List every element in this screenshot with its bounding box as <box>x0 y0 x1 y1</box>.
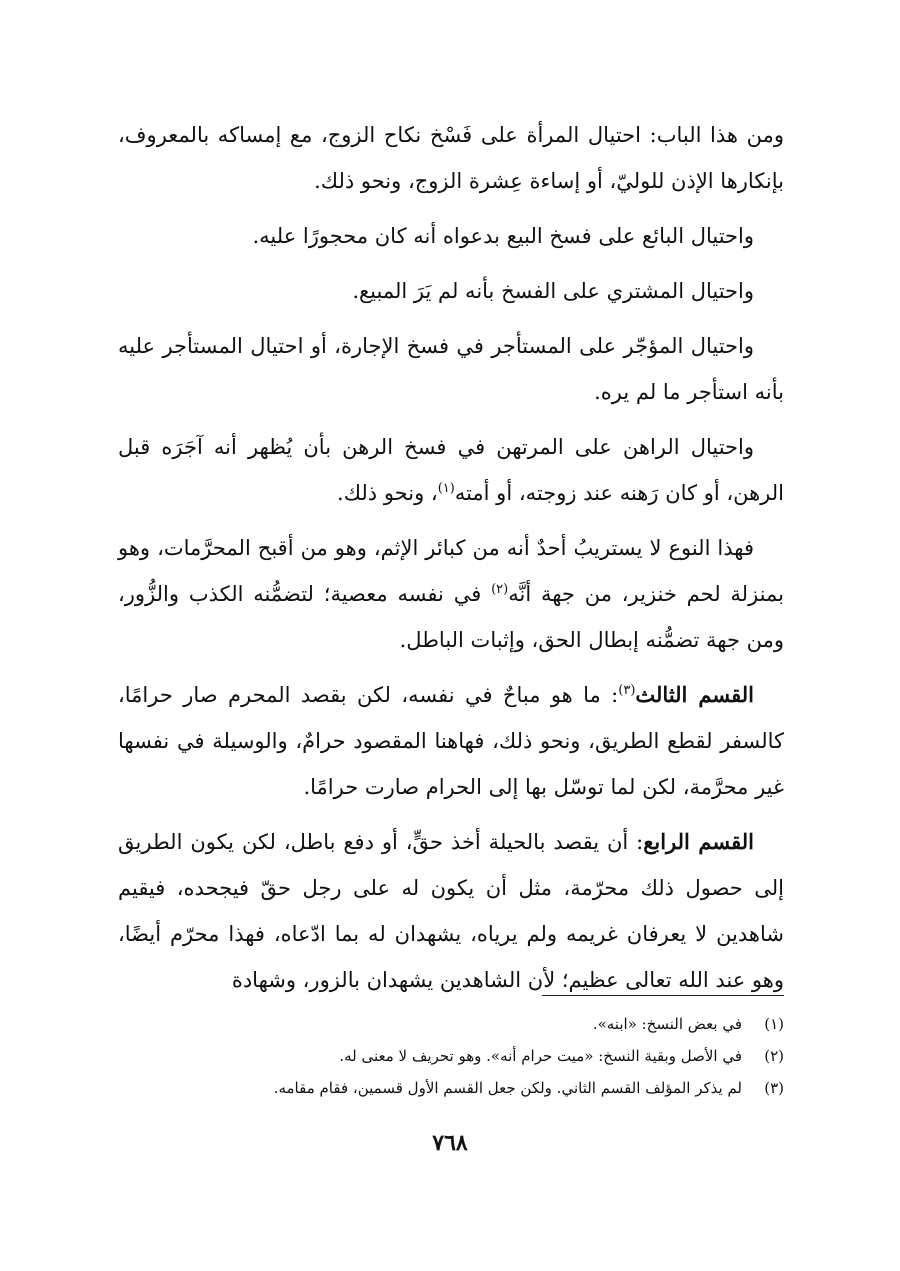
paragraph-5 <box>118 424 784 516</box>
footnote-text: في بعض النسخ: «ابنه». <box>592 1015 742 1033</box>
paragraph-text: ومن هذا الباب: احتيال المرأة على فَسْخ نكاح الزوج، مع إمساكه بالمعروف، بإنكارها الإذن للوليّ، أو إساءة عِشرة الزوج، ونحو ذلك. <box>118 123 784 193</box>
paragraph-text: واحتيال البائع على فسخ البيع بدعواه أنه كان محجورًا عليه. <box>252 224 754 248</box>
page-body <box>118 112 784 1012</box>
page-number: ٧٦٨ <box>432 1130 468 1156</box>
footnote-separator <box>542 995 784 996</box>
paragraph-text: ، ونحو ذلك. <box>337 481 438 505</box>
footnote-number: (٣) <box>764 1079 784 1097</box>
paragraph-text: واحتيال المؤجّر على المستأجر في فسخ الإجارة، أو احتيال المستأجر عليه بأنه استأجر ما لم يره. <box>118 334 784 404</box>
footnote-number: (١) <box>764 1015 784 1033</box>
footnote-number: (٢) <box>764 1047 784 1065</box>
footnote-text: لم يذكر المؤلف القسم الثاني. ولكن جعل القسم الأول قسمين، فقام مقامه. <box>273 1079 742 1097</box>
footnote-1 <box>118 1008 784 1040</box>
footnote-ref-3[interactable]: (٣) <box>618 683 636 698</box>
paragraph-8 <box>118 819 784 1003</box>
paragraph-3 <box>118 268 784 314</box>
paragraph-4 <box>118 323 784 415</box>
section-heading-third: القسم الثالث <box>635 682 754 707</box>
paragraph-text: فهذا النوع لا يستريبُ أحدٌ أنه من كبائر الإثم، وهو من أقبح المحرَّمات، وهو بمنزلة لحم خنزير، من جهة أنَّه <box>118 536 784 606</box>
paragraph-text: : أن يقصد بالحيلة أخذ حقٍّ، أو دفع باطل، لكن يكون الطريق إلى حصول ذلك محرّمة، مثل أن يكون له على رجل حقّ فيجحده، فيقيم شاهدين لا يعرفان غريمه ولم يرياه، يشهدان له بما ادّعاه، فهذا محرّم أيضًا، وهو عند الله تعالى عظيم؛ لأن الشاهدين يشهدان بالزور، وشهادة <box>118 830 784 992</box>
paragraph-text: في نفسه معصية؛ لتضمُّنه الكذب والزُّور، ومن جهة تضمُّنه إبطال الحق، وإثبات الباطل. <box>118 582 784 652</box>
footnote-3 <box>118 1072 784 1104</box>
paragraph-2 <box>118 213 784 259</box>
paragraph-6 <box>118 525 784 663</box>
paragraph-text: : ما هو مباحٌ في نفسه، لكن بقصد المحرم صار حرامًا، كالسفر لقطع الطريق، ونحو ذلك، فهاهنا المقصود حرامٌ، والوسيلة في نفسها غير محرَّمة، لكن لما توسّل بها إلى الحرام صارت حرامًا. <box>118 683 784 799</box>
footnote-2 <box>118 1040 784 1072</box>
footnotes <box>118 1008 784 1104</box>
footnote-ref-1[interactable]: (١) <box>437 481 455 496</box>
footnote-text: في الأصل وبقية النسخ: «ميت حرام أنه». وهو تحريف لا معنى له. <box>339 1047 742 1065</box>
paragraph-text: واحتيال المشتري على الفسخ بأنه لم يَرَ المبيع. <box>352 279 754 303</box>
footnote-ref-2[interactable]: (٢) <box>491 582 509 597</box>
paragraph-text: واحتيال الراهن على المرتهن في فسخ الرهن بأن يُظهر أنه آجَرَه قبل الرهن، أو كان رَهنه عند زوجته، أو أمته <box>118 435 784 505</box>
main-text <box>118 112 784 1003</box>
paragraph-1 <box>118 112 784 204</box>
paragraph-7 <box>118 672 784 810</box>
section-heading-fourth: القسم الرابع <box>643 829 754 854</box>
